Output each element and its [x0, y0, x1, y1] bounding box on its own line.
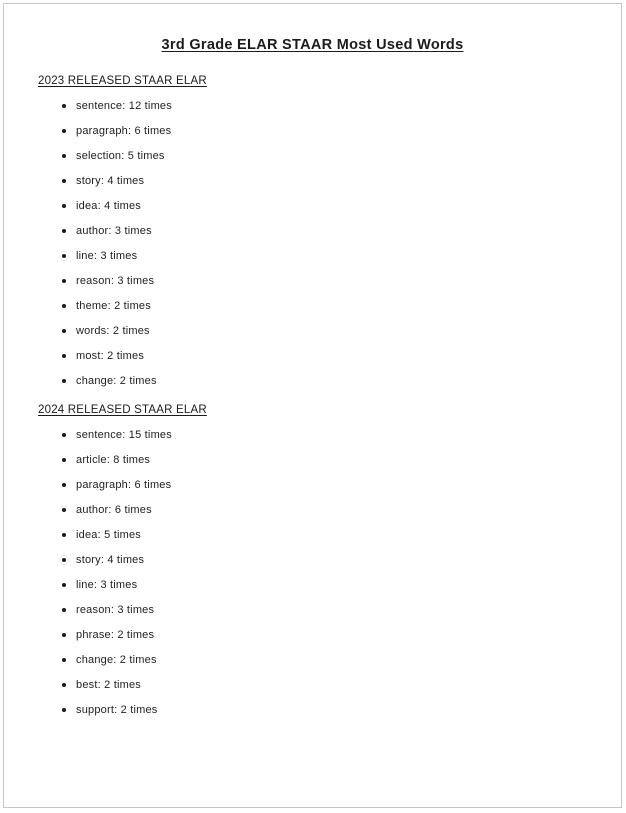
bullet-icon	[62, 483, 66, 487]
word-label: line:	[76, 578, 98, 591]
count-label: 2 times	[103, 349, 145, 362]
word-label: paragraph:	[76, 124, 132, 137]
word-count-item	[4, 672, 621, 697]
word-label: theme:	[76, 299, 111, 312]
word-label: selection:	[76, 149, 125, 162]
word-count-item	[4, 547, 621, 572]
bullet-icon	[62, 254, 66, 258]
bullet-icon	[62, 179, 66, 183]
word-label: paragraph:	[76, 478, 132, 491]
word-count-item	[4, 93, 621, 118]
count-label: 3 times	[114, 603, 155, 616]
word-count-item	[4, 293, 621, 318]
count-label: 6 times	[111, 503, 152, 516]
word-label: author:	[76, 503, 112, 516]
word-count-item	[4, 118, 621, 143]
word-count-item	[4, 218, 621, 243]
count-label: 2 times	[117, 703, 158, 716]
bullet-icon	[62, 708, 66, 712]
count-label: 2 times	[110, 299, 151, 312]
word-count-item	[4, 422, 621, 447]
count-label: 2 times	[116, 374, 157, 387]
bullet-icon	[62, 204, 66, 208]
word-label: article:	[76, 453, 110, 466]
word-label: story:	[76, 553, 105, 566]
word-label: change:	[76, 653, 117, 666]
bullet-icon	[62, 379, 66, 383]
bullet-icon	[62, 508, 66, 512]
document-page	[3, 3, 622, 808]
count-label: 15 times	[125, 428, 172, 441]
bullet-icon	[62, 129, 66, 133]
count-label: 4 times	[100, 199, 141, 212]
bullet-icon	[62, 558, 66, 562]
bullet-icon	[62, 329, 66, 333]
bullet-icon	[62, 658, 66, 662]
section-heading: 2023 RELEASED STAAR ELAR	[38, 75, 207, 87]
bullet-icon	[62, 279, 66, 283]
word-label: change:	[76, 374, 117, 387]
word-label: line:	[76, 249, 98, 262]
count-label: 12 times	[125, 99, 172, 112]
word-label: words:	[76, 324, 110, 337]
word-count-item	[4, 193, 621, 218]
bullet-icon	[62, 229, 66, 233]
word-count-item	[4, 647, 621, 672]
word-label: reason:	[76, 274, 115, 287]
word-count-item	[4, 597, 621, 622]
bullet-icon	[62, 433, 66, 437]
word-label: phrase:	[76, 628, 115, 641]
word-count-section	[4, 404, 621, 722]
count-label: 2 times	[100, 678, 141, 691]
word-label: story:	[76, 174, 105, 187]
word-count-item	[4, 447, 621, 472]
count-label: 4 times	[104, 553, 145, 566]
word-label: idea:	[76, 199, 101, 212]
bullet-icon	[62, 583, 66, 587]
word-count-item	[4, 572, 621, 597]
count-label: 5 times	[100, 528, 141, 541]
count-label: 3 times	[97, 578, 138, 591]
count-label: 2 times	[114, 628, 155, 641]
count-label: 6 times	[131, 124, 172, 137]
count-label: 3 times	[114, 274, 155, 287]
word-label: reason:	[76, 603, 115, 616]
word-count-item	[4, 472, 621, 497]
count-label: 6 times	[131, 478, 172, 491]
word-count-item	[4, 343, 621, 368]
word-count-section	[4, 75, 621, 393]
word-count-item	[4, 522, 621, 547]
bullet-icon	[62, 104, 66, 108]
word-count-item	[4, 318, 621, 343]
word-count-item	[4, 168, 621, 193]
page-title: 3rd Grade ELAR STAAR Most Used Words	[161, 37, 464, 53]
word-count-item	[4, 368, 621, 393]
word-label: sentence:	[76, 99, 126, 112]
sections-container	[4, 75, 621, 722]
count-label: 2 times	[109, 324, 150, 337]
word-list	[4, 93, 621, 393]
bullet-icon	[62, 304, 66, 308]
word-count-item	[4, 622, 621, 647]
word-label: idea:	[76, 528, 101, 541]
bullet-icon	[62, 633, 66, 637]
bullet-icon	[62, 608, 66, 612]
word-label: support:	[76, 703, 118, 716]
bullet-icon	[62, 154, 66, 158]
word-count-item	[4, 697, 621, 722]
bullet-icon	[62, 354, 66, 358]
word-count-item	[4, 268, 621, 293]
count-label: 3 times	[97, 249, 138, 262]
word-label: author:	[76, 224, 112, 237]
count-label: 8 times	[110, 453, 151, 466]
count-label: 3 times	[111, 224, 152, 237]
section-heading: 2024 RELEASED STAAR ELAR	[38, 404, 207, 416]
word-label: sentence:	[76, 428, 126, 441]
word-count-item	[4, 243, 621, 268]
word-count-item	[4, 497, 621, 522]
count-label: 5 times	[124, 149, 165, 162]
word-count-item	[4, 143, 621, 168]
bullet-icon	[62, 533, 66, 537]
word-list	[4, 422, 621, 722]
count-label: 2 times	[116, 653, 157, 666]
count-label: 4 times	[104, 174, 145, 187]
word-label: best:	[76, 678, 101, 691]
bullet-icon	[62, 683, 66, 687]
word-label: most:	[76, 349, 104, 362]
bullet-icon	[62, 458, 66, 462]
